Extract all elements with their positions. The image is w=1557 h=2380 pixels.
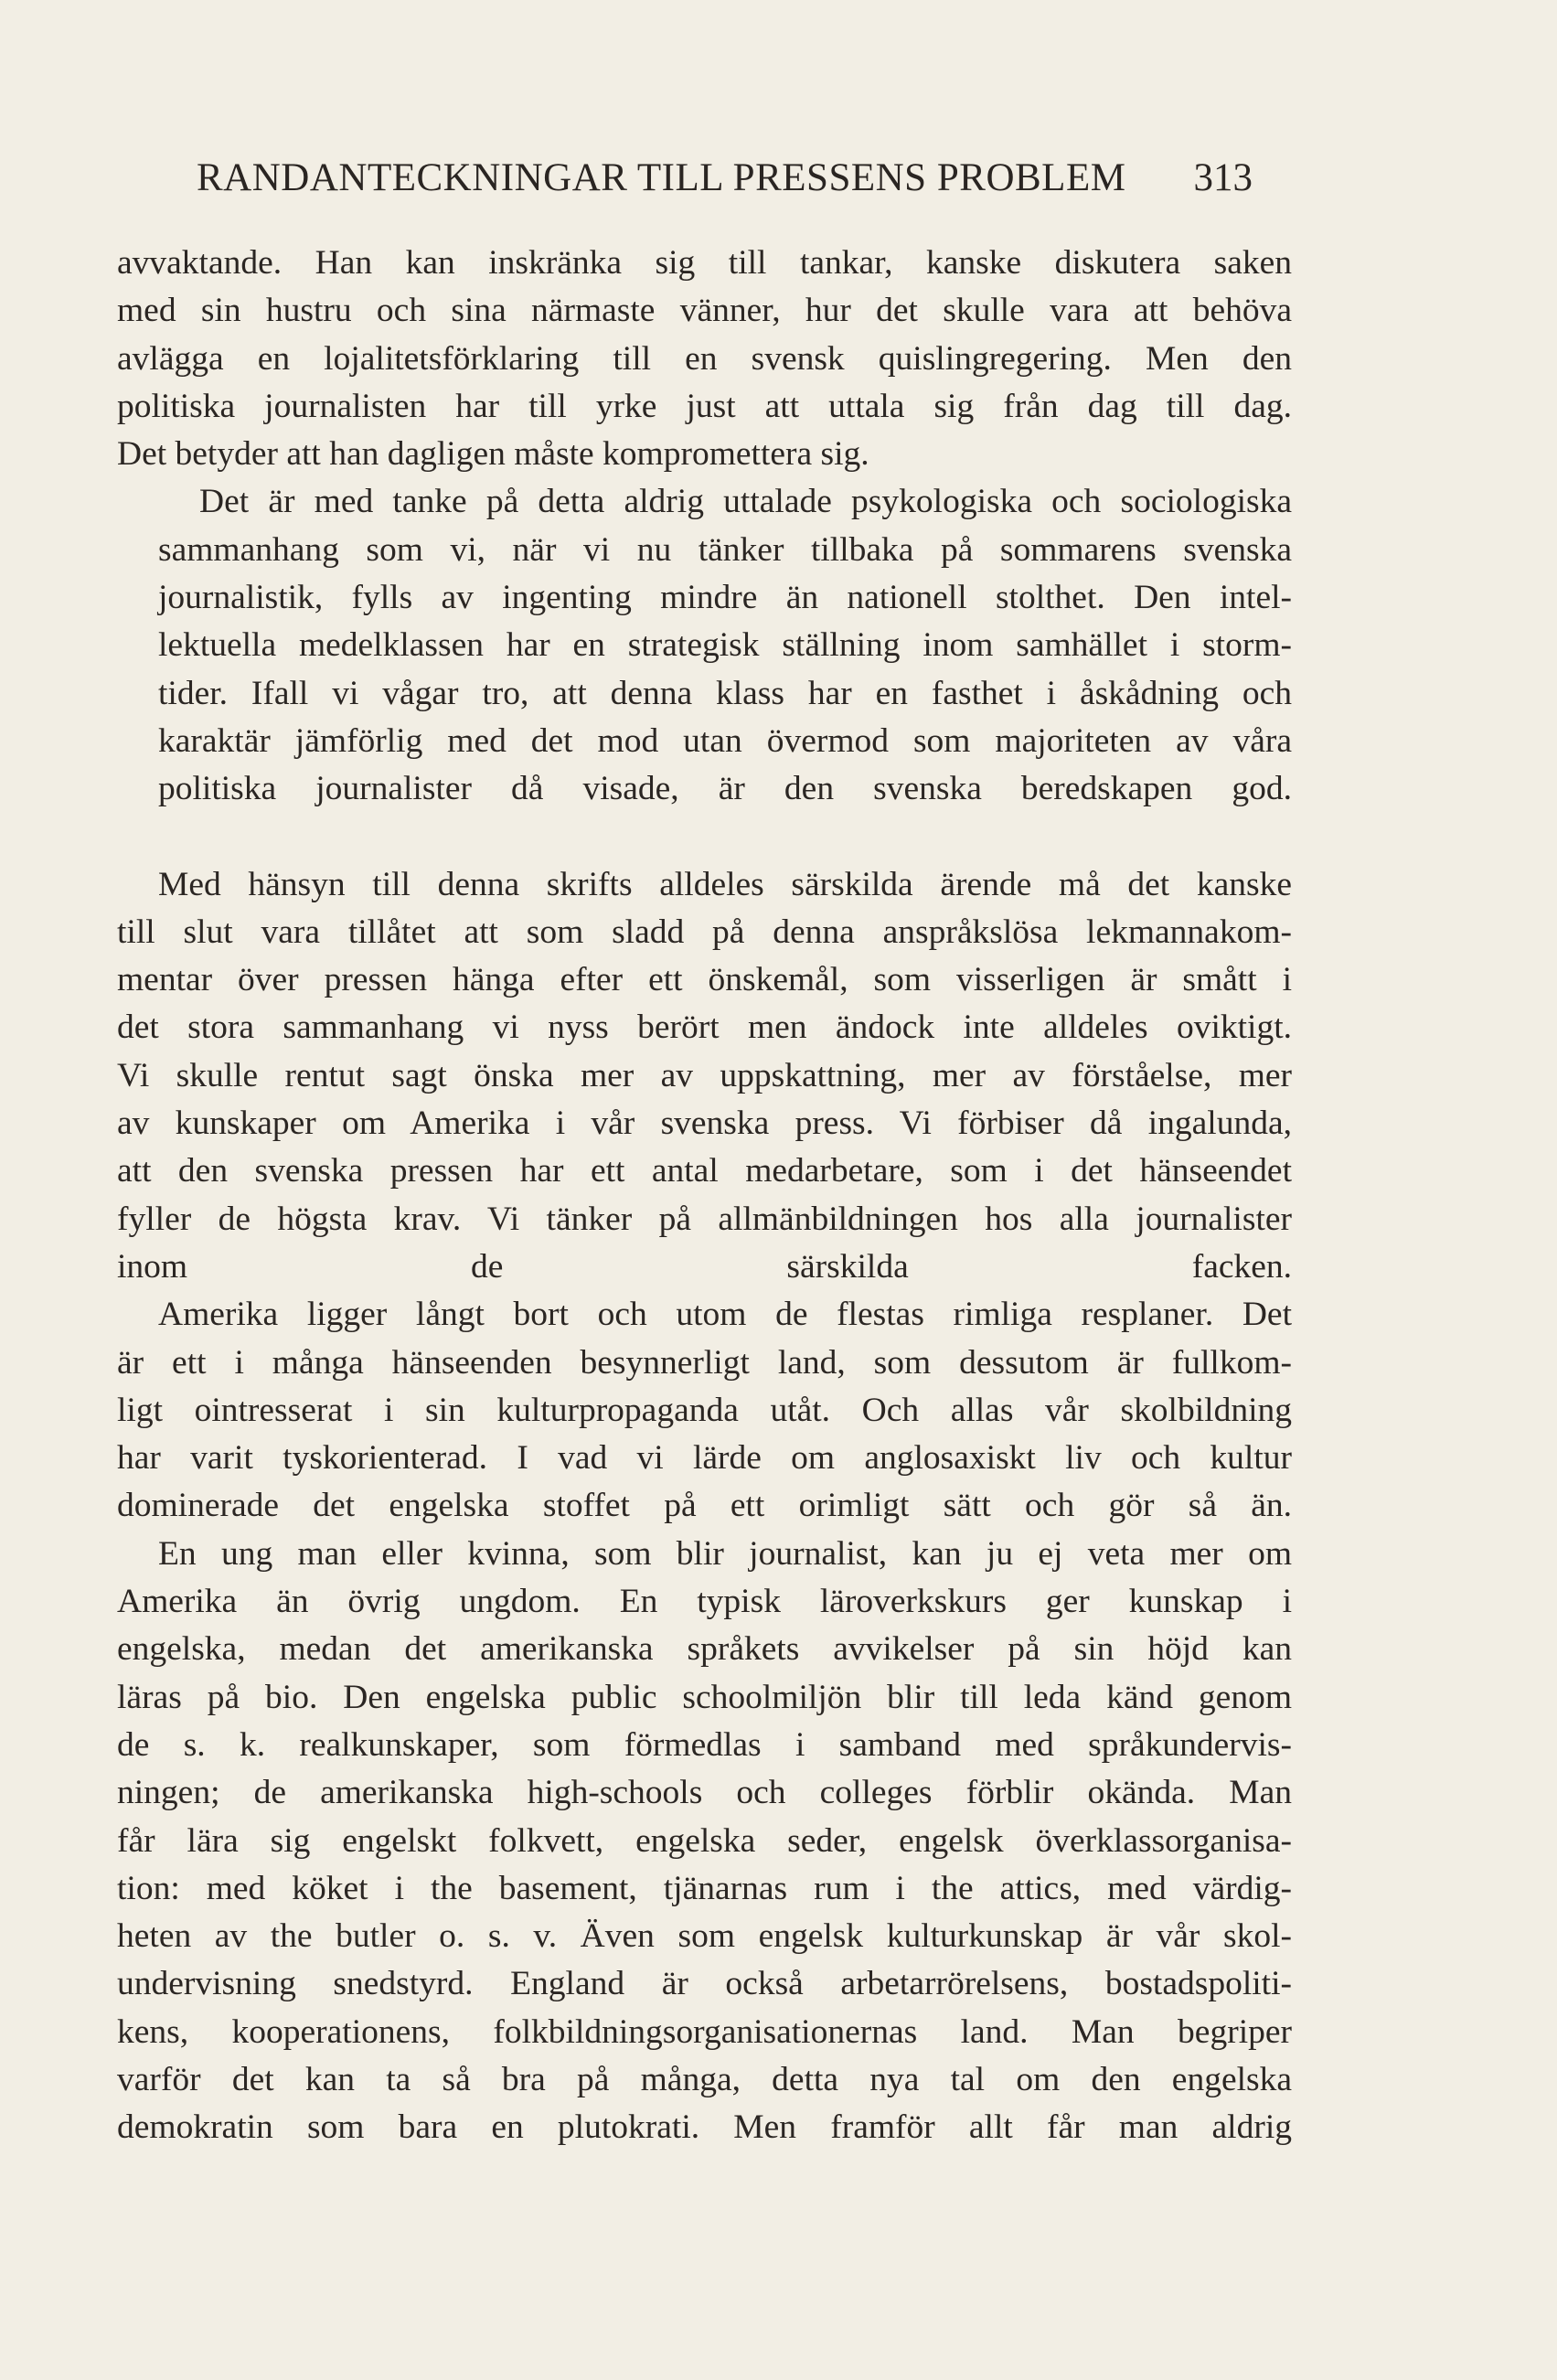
text-line: dominerade det engelska stoffet på ett orimligt sätt och gör så än. (117, 1487, 1292, 1525)
text-line: med sin hustru och sina närmaste vänner, hur det skulle vara att behöva (117, 292, 1292, 330)
page-number: 313 (1193, 156, 1253, 199)
text-line: fyller de högsta krav. Vi tänker på allmänbildningen hos alla journalister (117, 1200, 1292, 1238)
text-line: till slut vara tillåtet att som sladd på denna anspråkslösa lekmannakom- (117, 913, 1292, 951)
text-line: Vi skulle rentut sagt önska mer av uppskattning, mer av förståelse, mer (117, 1056, 1292, 1094)
text-line: avvaktande. Han kan inskränka sig till tankar, kanske diskutera saken (117, 244, 1292, 282)
text-line: Amerika än övrig ungdom. En typisk läroverkskurs ger kunskap i (117, 1583, 1292, 1621)
text-line: Det är med tanke på detta aldrig uttalade psykologiska och sociologiska (199, 483, 1292, 521)
text-line: är ett i många hänseenden besynnerligt land, som dessutom är fullkom- (117, 1343, 1292, 1382)
text-line: heten av the butler o. s. v. Även som engelsk kulturkunskap är vår skol- (117, 1917, 1292, 1956)
page-header (197, 155, 1253, 219)
text-line: avlägga en lojalitetsförklaring till en svensk quislingregering. Men den (117, 339, 1292, 378)
text-line: politiska journalister då visade, är den svenska beredskapen god. (158, 770, 1292, 808)
text-line: undervisning snedstyrd. England är också arbetarrörelsens, bostadspoliti- (117, 1965, 1292, 2003)
text-line: engelska, medan det amerikanska språkets avvikelser på sin höjd kan (117, 1630, 1292, 1669)
text-line: journalistik, fylls av ingenting mindre än nationell stolthet. Den intel- (158, 579, 1292, 617)
paragraph-2 (117, 478, 1292, 813)
text-line: tider. Ifall vi vågar tro, att denna klass har en fasthet i åskådning och (158, 674, 1292, 712)
text-line: får lära sig engelskt folkvett, engelska seder, engelsk överklassorganisa- (117, 1821, 1292, 1860)
text-line: kens, kooperationens, folkbildningsorganisationernas land. Man begriper (117, 2012, 1292, 2051)
text-line: Amerika ligger långt bort och utom de flestas rimliga resplaner. Det (158, 1296, 1292, 1334)
text-line: inom de särskilda facken. (117, 1247, 1292, 1286)
text-line: Det betyder att han dagligen måste kompromettera sig. (117, 435, 869, 474)
text-line: sammanhang som vi, när vi nu tänker tillbaka på sommarens svenska (158, 530, 1292, 569)
text-line: läras på bio. Den engelska public schoolmiljön blir till leda känd genom (117, 1678, 1292, 1716)
paragraph-5 (117, 1531, 1292, 2152)
text-line: varför det kan ta så bra på många, detta nya tal om den engelska (117, 2060, 1292, 2098)
paragraph-4 (117, 1291, 1292, 1530)
paragraph-1 (117, 240, 1292, 478)
running-title: RANDANTECKNINGAR TILL PRESSENS PROBLEM (197, 156, 1126, 199)
text-line: ligt ointresserat i sin kulturpropaganda utåt. Och allas vår skolbildning (117, 1391, 1292, 1429)
text-line: lektuella medelklassen har en strategisk ställning inom samhället i storm- (158, 626, 1292, 665)
text-line: politiska journalisten har till yrke just att uttala sig från dag till dag. (117, 387, 1292, 425)
text-line: Med hänsyn till denna skrifts alldeles särskilda ärende må det kanske (158, 865, 1292, 903)
text-line: ningen; de amerikanska high-schools och colleges förblir okända. Man (117, 1774, 1292, 1812)
text-line: tion: med köket i the basement, tjänarnas rum i the attics, med värdig- (117, 1869, 1292, 1907)
body-text (117, 240, 1292, 2152)
text-line: demokratin som bara en plutokrati. Men framför allt får man aldrig (117, 2108, 1292, 2147)
section-break (117, 814, 1292, 861)
text-line: mentar över pressen hänga efter ett önskemål, som visserligen är smått i (117, 961, 1292, 999)
text-line: de s. k. realkunskaper, som förmedlas i samband med språkundervis- (117, 1725, 1292, 1764)
text-line: En ung man eller kvinna, som blir journalist, kan ju ej veta mer om (158, 1534, 1292, 1573)
text-line: har varit tyskorienterad. I vad vi lärde om anglosaxiskt liv och kultur (117, 1439, 1292, 1478)
text-line: karaktär jämförlig med det mod utan övermod som majoriteten av våra (158, 721, 1292, 760)
text-line: att den svenska pressen har ett antal medarbetare, som i det hänseendet (117, 1152, 1292, 1190)
text-line: det stora sammanhang vi nyss berört men ändock inte alldeles oviktigt. (117, 1009, 1292, 1047)
paragraph-3 (117, 861, 1292, 1292)
text-line: av kunskaper om Amerika i vår svenska press. Vi förbiser då ingalunda, (117, 1105, 1292, 1143)
